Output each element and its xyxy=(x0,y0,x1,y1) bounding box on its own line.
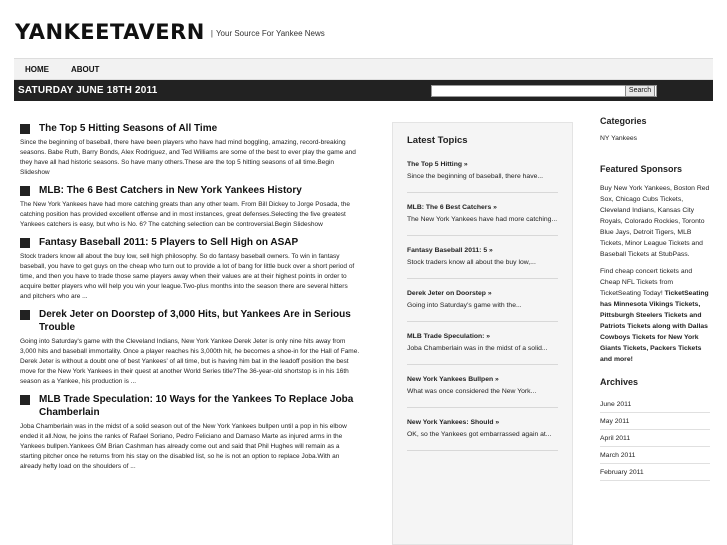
topic-item xyxy=(407,418,558,451)
post-bullet-icon xyxy=(20,395,30,405)
archive-link[interactable]: February 2011 xyxy=(600,464,710,481)
nav-item-home[interactable]: HOME xyxy=(25,65,49,74)
topic-item xyxy=(407,289,558,322)
topic-link[interactable]: The Top 5 Hitting » xyxy=(407,161,468,168)
topic-excerpt: The New York Yankees have had more catching... xyxy=(407,216,558,223)
right-sidebar xyxy=(600,116,710,481)
topic-link[interactable]: New York Yankees Bullpen » xyxy=(407,376,499,383)
post-title[interactable]: Derek Jeter on Doorstep of 3,000 Hits, but Yankees Are in Serious Trouble xyxy=(20,308,360,334)
nav-item-about[interactable]: ABOUT xyxy=(71,65,100,74)
post-excerpt: The New York Yankees have had more catching greats than any other team. From Bill Dickey to Jorge Posada, the catching position has provided excellent offense and in most instances, great defenses.Selecting the five greatest Yankees catchers is easy, but who is No. 6? The catching selection can be controversial.Begin Slideshow xyxy=(20,201,350,228)
archive-link[interactable]: April 2011 xyxy=(600,430,710,447)
topic-link[interactable]: Fantasy Baseball 2011: 5 » xyxy=(407,247,493,254)
topic-item xyxy=(407,375,558,408)
archives-heading: Archives xyxy=(600,377,639,387)
topic-excerpt: Joba Chamberlain was in the midst of a solid... xyxy=(407,345,548,352)
post-bullet-icon xyxy=(20,310,30,320)
category-link[interactable]: NY Yankees xyxy=(600,135,638,142)
topic-excerpt: Stock traders know all about the buy low,... xyxy=(407,259,536,266)
post-excerpt: Since the beginning of baseball, there have been players who have had mind boggling, amazing, record-breaking seasons. Babe Ruth, Barry Bonds, Alex Rodriguez, and Ted Williams are some of the best to ever play the game and they have all had historic seasons. So have many others.These are the top 5 hitting seasons of all time.Begin Slideshow xyxy=(20,139,356,176)
search-input[interactable] xyxy=(431,85,657,97)
post-title[interactable]: Fantasy Baseball 2011: 5 Players to Sell High on ASAP xyxy=(20,236,360,249)
post xyxy=(20,122,360,178)
post-bullet-icon xyxy=(20,186,30,196)
post xyxy=(20,393,360,472)
archive-link[interactable]: March 2011 xyxy=(600,447,710,464)
topic-item xyxy=(407,246,558,279)
site-tagline: | Your Source For Yankee News xyxy=(211,29,325,38)
post-excerpt: Stock traders know all about the buy low, sell high philosophy. So do fantasy baseball owners. To win in fantasy baseball, you have to get guys on the cheap who turn out to provide a lot of bang for little buck over a short period of time, and then you have to trade those same players away when their values are at their highest points in order to acquire better players who will help you win your league.Two-plus months into the season there are several hitters and pitchers who are ... xyxy=(20,253,355,300)
site-title[interactable]: YANKEETAVERN xyxy=(15,20,205,44)
latest-topics-heading: Latest Topics xyxy=(407,135,468,146)
post-excerpt: Going into Saturday's game with the Cleveland Indians, New York Yankee Derek Jeter is only nine hits away from 3,000 hits and baseball immortality. Once a player reaches his 3,000th hit, he becomes a shoe-in for the Hall of Fame. Derek Jeter is without a doubt one of best Yankees' of all time, but is having him bat in the leadoff position the best move for the New York Yankees in their quest at another World Series title?The 36-year-old shortstop is in his 16th season as a Yankee, his production is ... xyxy=(20,338,360,385)
sponsors-block xyxy=(600,183,710,365)
date-bar xyxy=(14,80,713,101)
sponsors-heading: Featured Sponsors xyxy=(600,164,683,174)
sponsor-links[interactable]: Find cheap concert tickets and Cheap NFL Tickets from TicketSeating Today! TicketSeating has Minnesota Vikings Tickets, Pittsburgh Steelers Tickets and Patriots Tickets along with Dallas Cowboys Tickets for New York Giants Tickets, Packers Tickets and more! xyxy=(600,268,709,363)
archive-link[interactable]: May 2011 xyxy=(600,413,710,430)
post-title[interactable]: The Top 5 Hitting Seasons of All Time xyxy=(20,122,360,135)
post-bullet-icon xyxy=(20,124,30,134)
topic-link[interactable]: MLB Trade Speculation: » xyxy=(407,333,491,340)
post-title[interactable]: MLB Trade Speculation: 10 Ways for the Yankees To Replace Joba Chamberlain xyxy=(20,393,360,419)
post xyxy=(20,308,360,387)
topic-excerpt: Since the beginning of baseball, there have... xyxy=(407,173,544,180)
post-excerpt: Joba Chamberlain was in the midst of a solid season out of the New York Yankees bullpen until a pop in his elbow ended it all.Now, he joins the ranks of Rafael Soriano, Pedro Feliciano and Damaso Marte as injured arms in the Yankees bullpen.Yankees GM Brian Cashman has already come out and said that Phil Hughes will remain as a starting pitcher once he returns from his stay on the disabled list, so he is not an option to replace Joba.With an already hefty load on the shoulders of ... xyxy=(20,423,347,470)
sponsor-links[interactable]: Buy New York Yankees, Boston Red Sox, Chicago Cubs Tickets, Cleveland Indians, Kansas City Royals, Colorado Rockies, Toronto Blue Jays, Detroit Tigers, MLB Tickets, Minor League Tickets and Baseball Tickets at StubPass. xyxy=(600,185,710,258)
topic-excerpt: What was once considered the New York... xyxy=(407,388,537,395)
search-button[interactable]: Search xyxy=(625,85,655,97)
post-bullet-icon xyxy=(20,238,30,248)
topic-excerpt: OK, so the Yankees got embarrassed again at... xyxy=(407,431,552,438)
post xyxy=(20,236,360,302)
post xyxy=(20,184,360,230)
topic-item xyxy=(407,160,558,193)
topic-link[interactable]: New York Yankees: Should » xyxy=(407,419,500,426)
archive-link[interactable]: June 2011 xyxy=(600,396,710,413)
topic-excerpt: Going into Saturday's game with the... xyxy=(407,302,522,309)
topic-link[interactable]: Derek Jeter on Doorstep » xyxy=(407,290,492,297)
site-header xyxy=(15,22,325,43)
topic-link[interactable]: MLB: The 6 Best Catchers » xyxy=(407,204,497,211)
topic-item xyxy=(407,203,558,236)
topic-item xyxy=(407,332,558,365)
post-list xyxy=(20,122,360,478)
post-title[interactable]: MLB: The 6 Best Catchers in New York Yankees History xyxy=(20,184,360,197)
latest-topics-panel xyxy=(392,122,573,545)
main-nav xyxy=(14,58,713,80)
categories-heading: Categories xyxy=(600,116,647,126)
current-date: SATURDAY JUNE 18TH 2011 xyxy=(18,85,158,96)
